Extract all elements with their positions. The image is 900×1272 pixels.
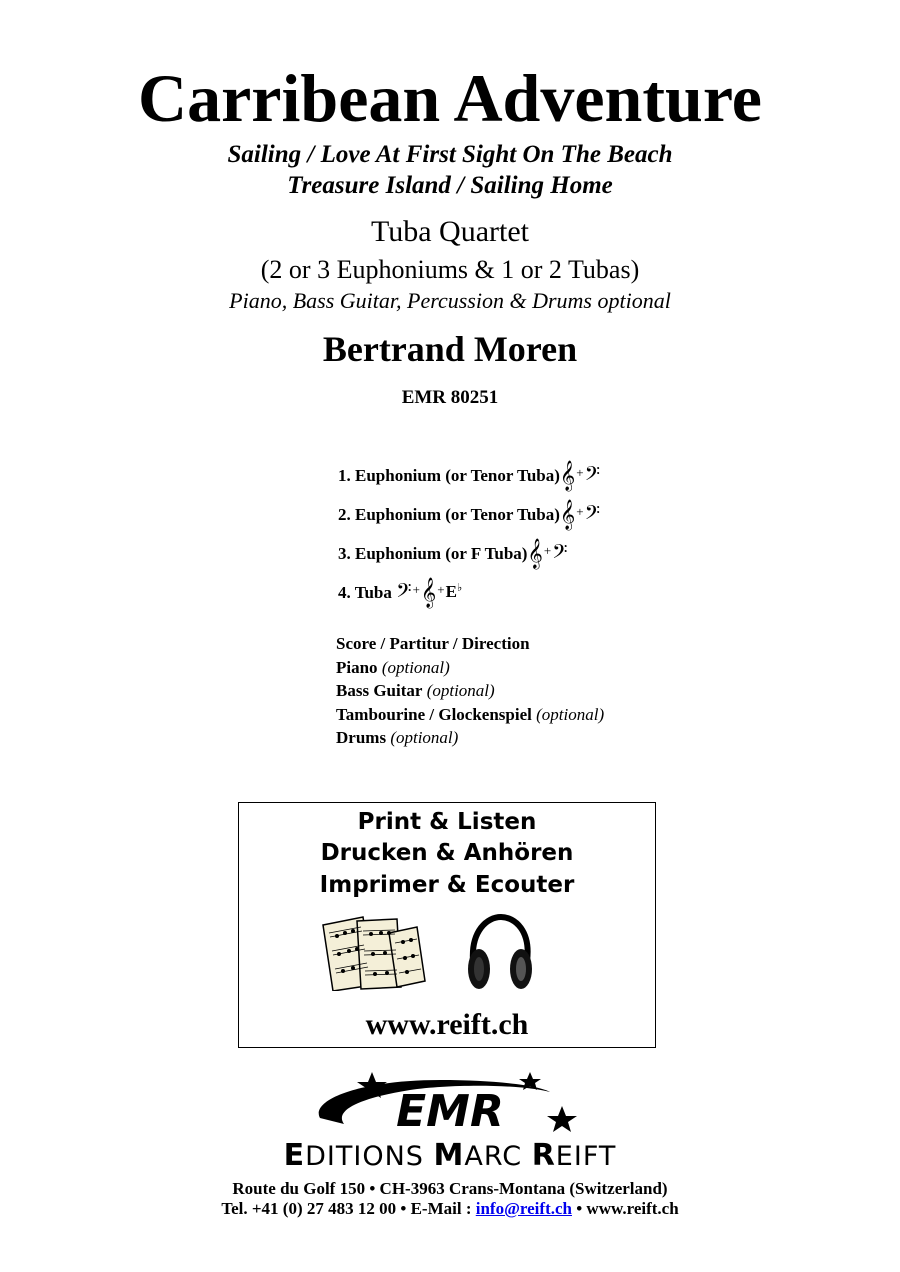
part-item: 1. Euphonium (or Tenor Tuba) 𝄞 + 𝄢 — [338, 460, 601, 491]
extras-item: Score / Partitur / Direction — [336, 634, 530, 653]
optional-instruments: Piano, Bass Guitar, Percussion & Drums optional — [229, 288, 671, 313]
extras-item: Bass Guitar (optional) — [336, 681, 495, 700]
bass-clef-icon: 𝄢 — [584, 461, 601, 490]
e-flat-label: E♭ — [445, 581, 463, 601]
composer: Bertrand Moren — [322, 329, 578, 369]
headphones-icon — [465, 913, 535, 993]
extras-list — [336, 632, 604, 750]
emr-logo — [300, 1070, 600, 1140]
bass-clef-icon: 𝄢 — [552, 539, 568, 568]
part-label: 3. Euphonium (or F Tuba) — [338, 543, 528, 563]
promo-line-1: Print & Listen — [357, 809, 537, 835]
part-label: 2. Euphonium (or Tenor Tuba) — [338, 504, 560, 524]
catalog-number: EMR 80251 — [401, 387, 499, 408]
treble-clef-icon: 𝄞 — [527, 538, 543, 569]
part-item: 4. Tuba 𝄢 + 𝄞 + E♭ — [338, 577, 463, 608]
promo-url[interactable]: www.reift.ch — [365, 1008, 529, 1041]
publisher-name: EDITIONS MARC REIFT — [283, 1138, 617, 1173]
subtitle-line-2: Treasure Island / Sailing Home — [287, 172, 613, 199]
treble-clef-icon: 𝄞 — [420, 577, 437, 608]
publisher-address: Route du Golf 150 • CH-3963 Crans-Montana (Switzerland) — [232, 1179, 668, 1198]
part-item: 3. Euphonium (or F Tuba) 𝄞 + 𝄢 — [338, 538, 568, 569]
extras-item: Piano (optional) — [336, 657, 450, 677]
promo-line-3: Imprimer & Ecouter — [319, 872, 575, 898]
subtitle-line-1: Sailing / Love At First Sight On The Beach — [227, 141, 673, 168]
part-item: 2. Euphonium (or Tenor Tuba) 𝄞 + 𝄢 — [338, 499, 601, 530]
extras-item: Tambourine / Glockenspiel (optional) — [336, 704, 605, 724]
flat-icon: ♭ — [456, 581, 463, 594]
part-label: 4. Tuba — [338, 582, 392, 602]
sheet-music-icon — [317, 911, 427, 991]
email-link[interactable]: info@reift.ch — [475, 1199, 572, 1218]
part-label: 1. Euphonium (or Tenor Tuba) — [338, 465, 560, 485]
bass-clef-icon: 𝄢 — [396, 578, 412, 607]
ensemble-detail: (2 or 3 Euphoniums & 1 or 2 Tubas) — [260, 255, 640, 284]
extras-item: Drums (optional) — [336, 728, 459, 747]
promo-line-2: Drucken & Anhören — [320, 840, 574, 866]
parts-list — [338, 456, 600, 612]
print-listen-box — [238, 802, 656, 1048]
title: Carribean Adventure — [138, 60, 762, 136]
logo-text: EMR — [396, 1086, 504, 1137]
ensemble: Tuba Quartet — [370, 215, 530, 248]
treble-clef-icon: 𝄞 — [559, 460, 576, 491]
bass-clef-icon: 𝄢 — [584, 500, 601, 529]
treble-clef-icon: 𝄞 — [559, 499, 576, 530]
publisher-contact: Tel. +41 (0) 27 483 12 00 • E-Mail : info@reift.ch • www.reift.ch — [221, 1199, 679, 1218]
